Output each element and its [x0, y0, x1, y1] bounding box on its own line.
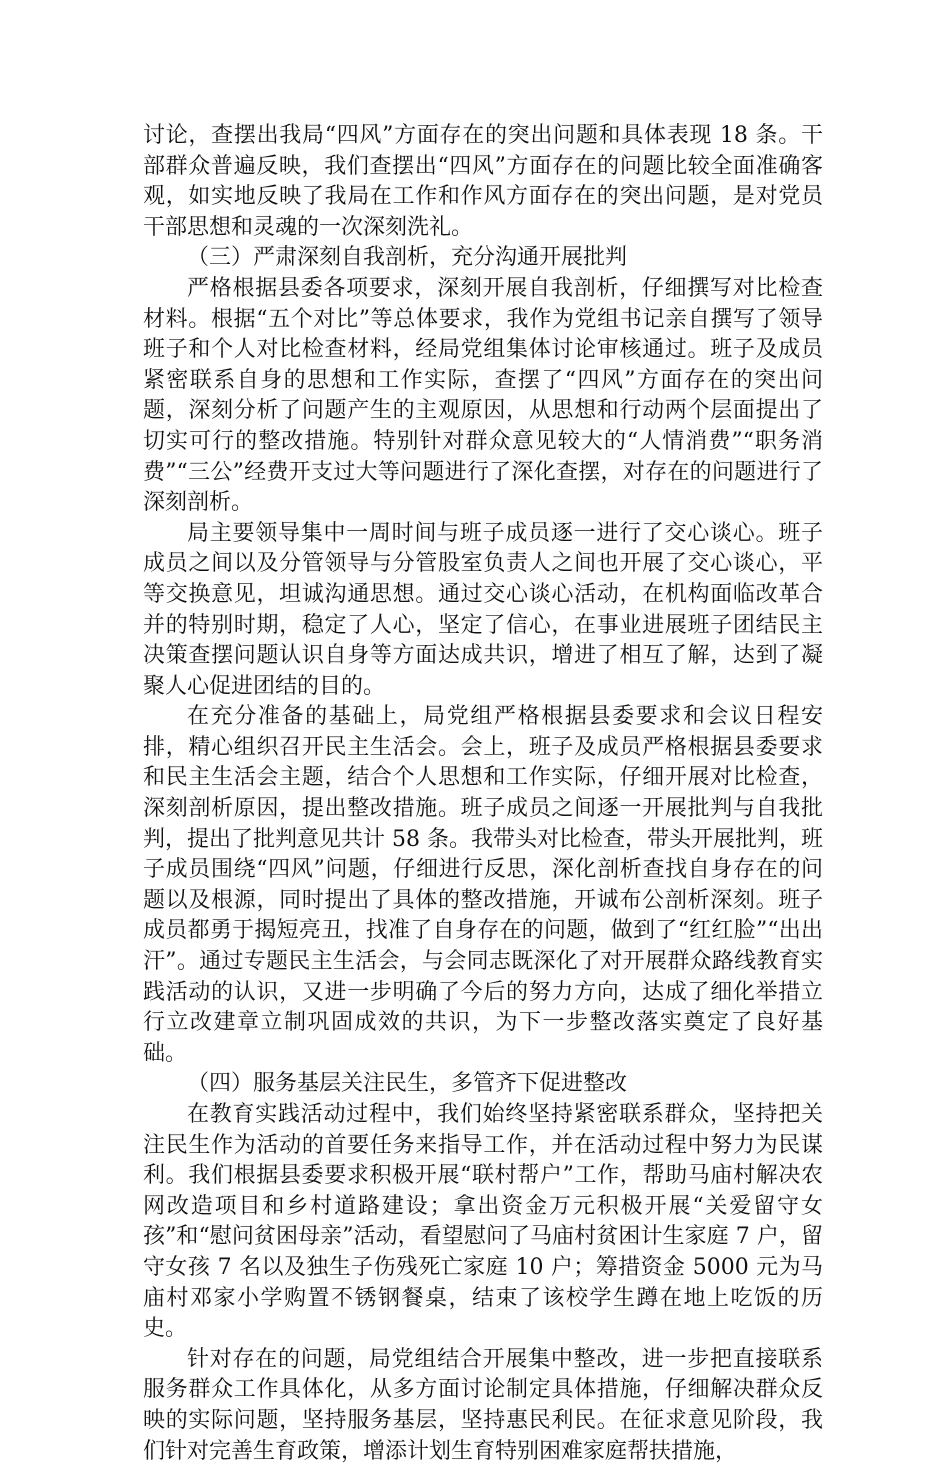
paragraph-self-analysis: 严格根据县委各项要求，深刻开展自我剖析，仔细撰写对比检查材料。根据“五个对比”等总体要求，我作为党组书记亲自撰写了领导班子和个人对比检查材料，经局党组集体讨论审核通过。班子及成员紧密联系自身的思想和工作实际，查摆了“四风”方面存在的突出问题，深刻分析了问题产生的主观原因，从思想和行动两个层面提出了切实可行的整改措施。特别针对群众意见较大的“人情消费”“职务消费”“三公”经费开支过大等问题进行了深化查摆，对存在的问题进行了深刻剖析。: [143, 275, 823, 516]
paragraph-democratic-life-meeting: 在充分准备的基础上，局党组严格根据县委要求和会议日程安排，精心组织召开民主生活会。会上，班子及成员严格根据县委要求和民主生活会主题，结合个人思想和工作实际，仔细开展对比检查，深刻剖析原因，提出整改措施。班子成员之间逐一开展批判与自我批判，提出了批判意见共计 58 条。我带头对比检查，带头开展批判，班子成员围绕“四风”问题，仔细进行反思，深化剖析查找自身存在的问题以及根源，同时提出了具体的整改措施，开诚布公剖析深刻。班子成员都勇于揭短亮丑，找准了自身存在的问题，做到了“红红脸”“出出汗”。通过专题民主生活会，与会同志既深化了对开展群众路线教育实践活动的认识，又进一步明确了今后的努力方向，达成了细化举措立行立改建章立制巩固成效的共识，为下一步整改落实奠定了良好基础。: [143, 704, 823, 1066]
document-page: [143, 121, 823, 1467]
section-heading-4: （四）服务基层关注民生，多管齐下促进整改: [187, 1071, 628, 1097]
paragraph-heart-to-heart: 局主要领导集中一周时间与班子成员逐一进行了交心谈心。班子成员之间以及分管领导与分管股室负责人之间也开展了交心谈心，平等交换意见，坦诚沟通思想。通过交心谈心活动，在机构面临改革合并的特别时期，稳定了人心，坚定了信心，在事业进展班子团结民主决策查摆问题认识自身等方面达成共识，增进了相互了解，达到了凝聚人心促进团结的目的。: [143, 520, 823, 699]
paragraph-rectification: 针对存在的问题，局党组结合开展集中整改，进一步把直接联系服务群众工作具体化，从多方面讨论制定具体措施，仔细解决群众反映的实际问题，坚持服务基层，坚持惠民利民。在征求意见阶段，我们针对完善生育政策，增添计划生育特别困难家庭帮扶措施，: [143, 1346, 823, 1464]
section-heading-3: （三）严肃深刻自我剖析，充分沟通开展批判: [187, 245, 628, 271]
paragraph-continued: 讨论，查摆出我局“四风”方面存在的突出问题和具体表现 18 条。干部群众普遍反映，我们查摆出“四风”方面存在的问题比较全面准确客观，如实地反映了我局在工作和作风方面存在的突出问题，是对党员干部思想和灵魂的一次深刻洗礼。: [143, 123, 823, 240]
paragraph-serving-grassroots: 在教育实践活动过程中，我们始终坚持紧密联系群众，坚持把关注民生作为活动的首要任务来指导工作，并在活动过程中努力为民谋利。我们根据县委要求积极开展“联村帮户”工作，帮助马庙村解决农网改造项目和乡村道路建设；拿出资金万元积极开展“关爱留守女孩”和“慰问贫困母亲”活动，看望慰问了马庙村贫困计生家庭 7 户，留守女孩 7 名以及独生子伤残死亡家庭 10 户；筹措资金 5000 元为马庙村邓家小学购置不锈钢餐桌，结束了该校学生蹲在地上吃饭的历史。: [143, 1102, 823, 1342]
